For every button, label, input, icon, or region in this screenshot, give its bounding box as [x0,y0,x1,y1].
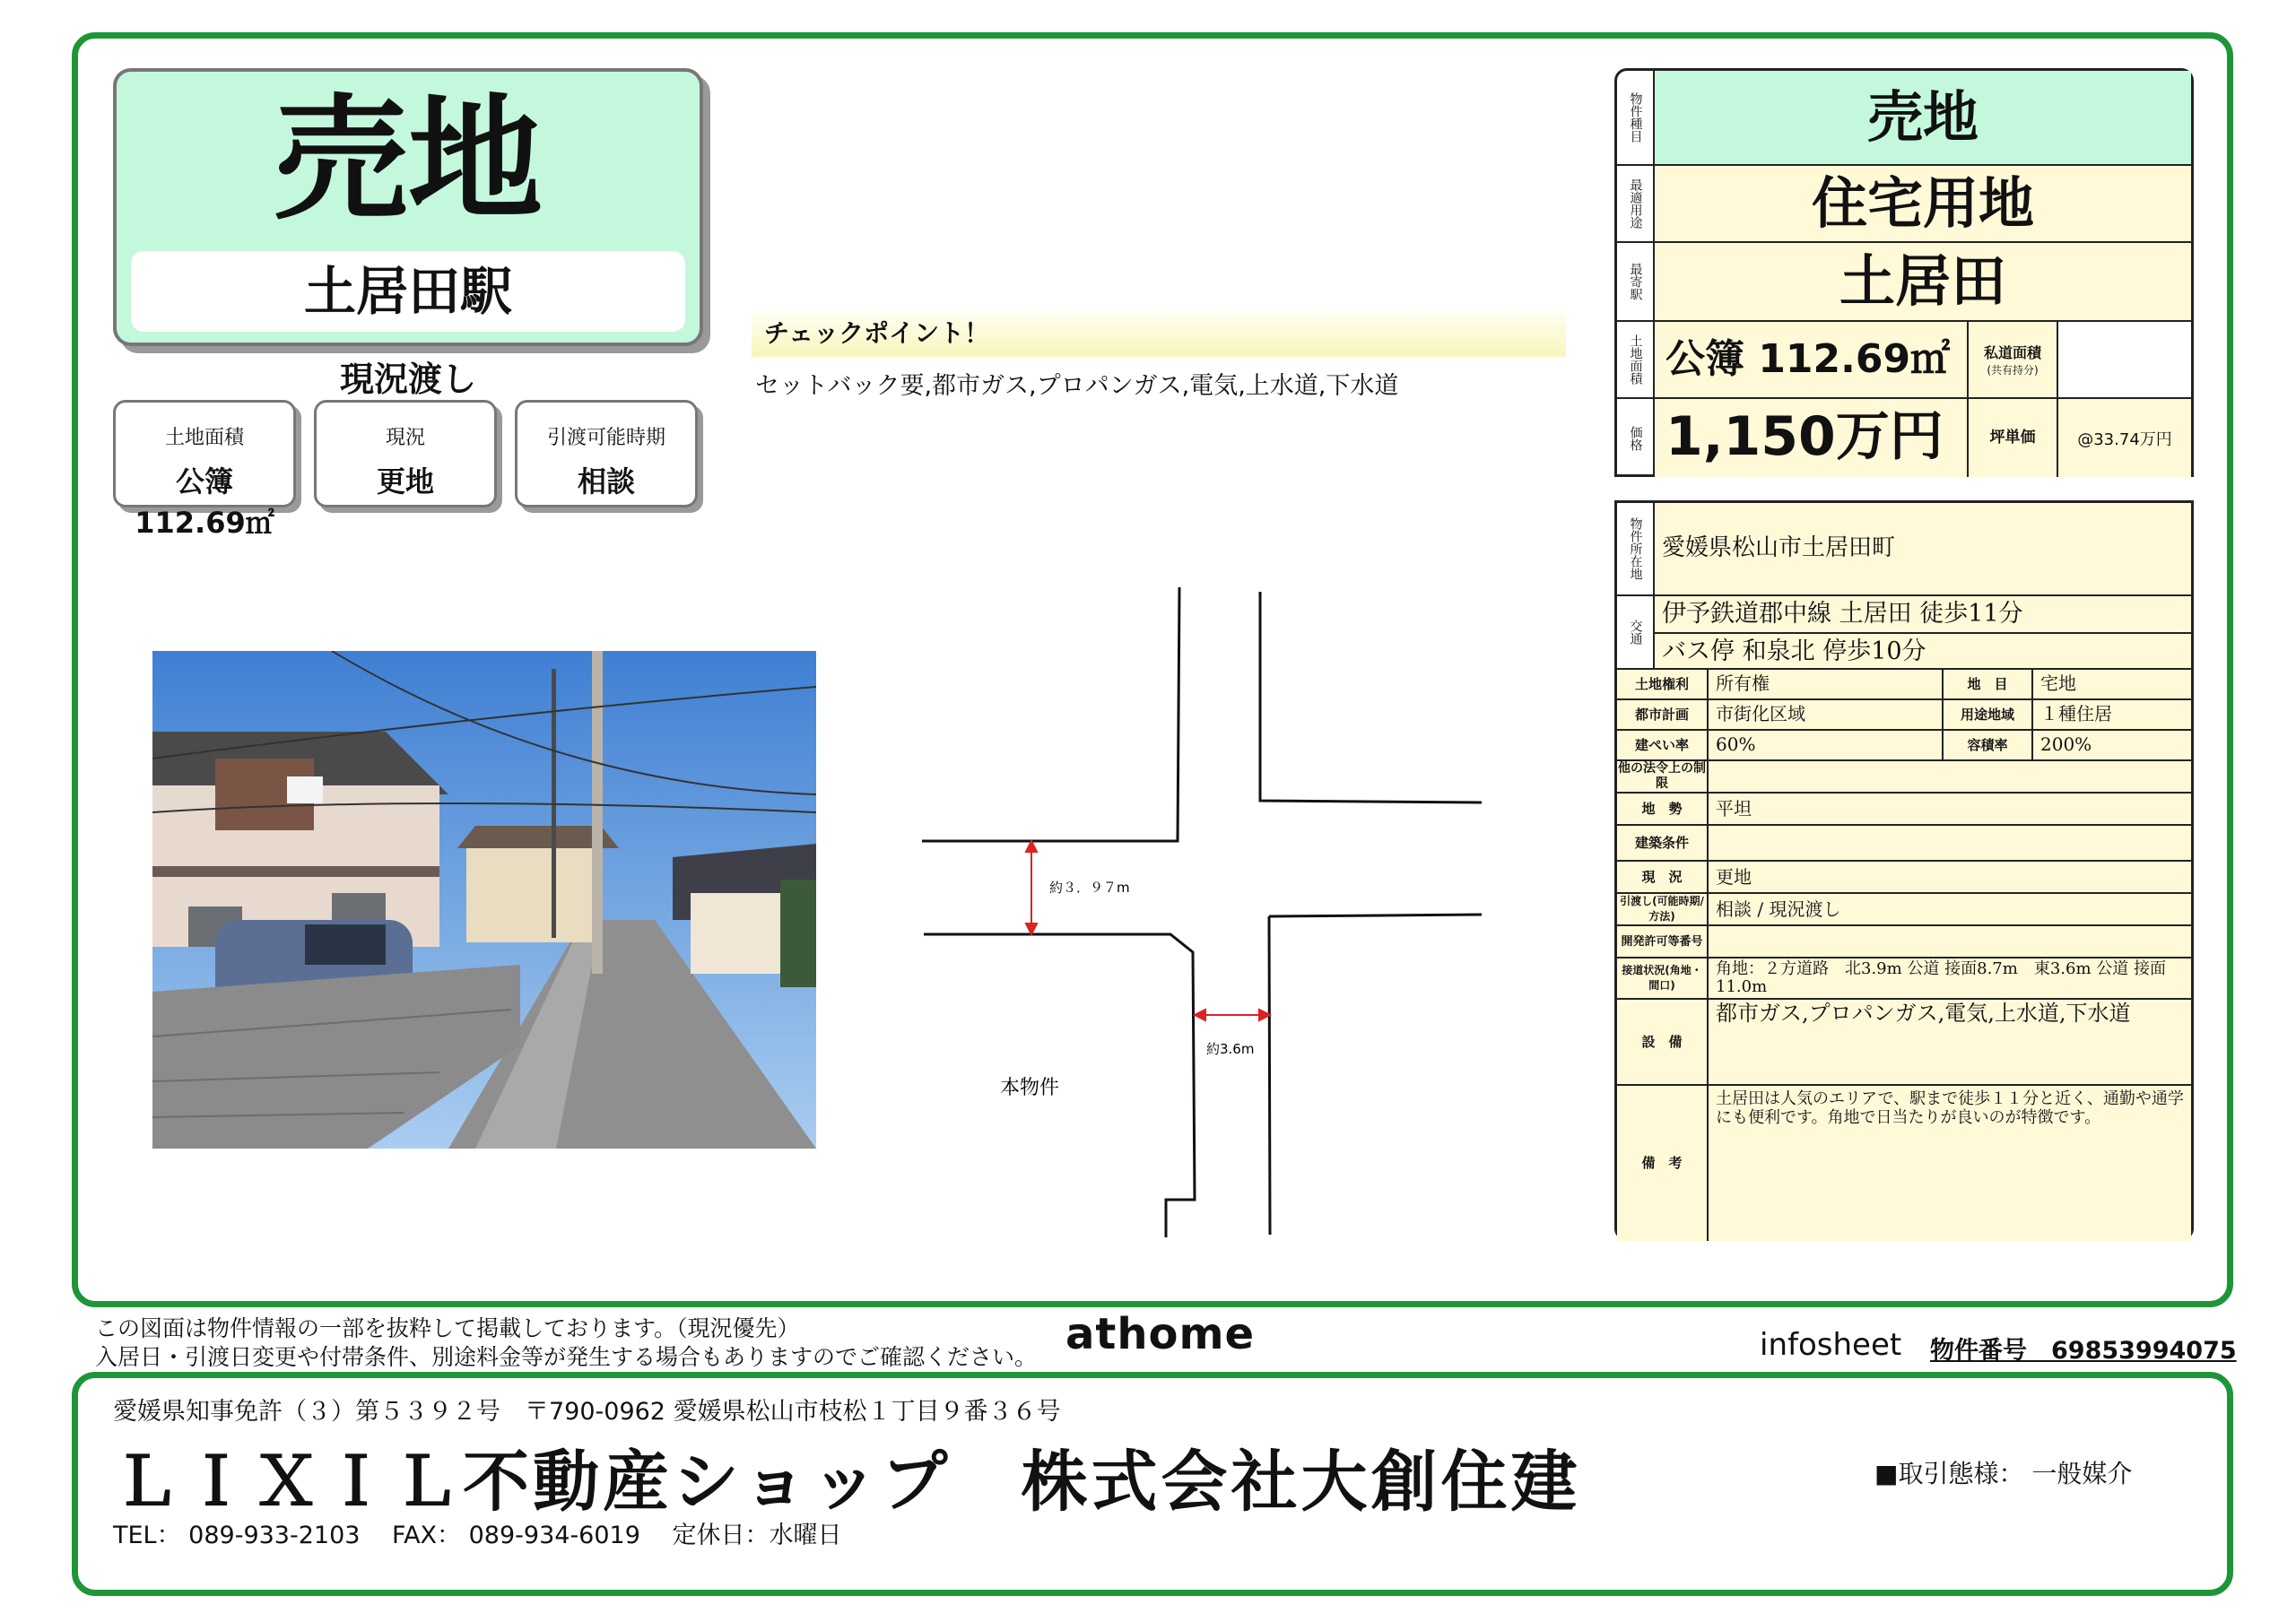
price-value: 1,150万円 [1655,399,1969,477]
land-area-value: 公簿 112.69㎡ [135,464,274,540]
summary-row-station [1617,243,2191,322]
current-status-box [314,400,497,507]
terrain-label: 地 勢 [1617,794,1709,824]
detail-row-coverage [1617,731,2191,761]
city-plan-label: 都市計画 [1617,700,1709,729]
address-value: 愛媛県松山市土居田町 [1662,534,1896,561]
property-type-title: 売地 [273,82,543,239]
terrain-value: 平坦 [1716,798,1752,820]
handover-label: 引渡し(可能時期/方法) [1617,894,1709,924]
station-name: 土居田駅 [131,251,685,332]
property-marker-label: 本物件 [1000,1077,1060,1099]
coverage-label: 建ぺい率 [1617,731,1709,759]
rights-label: 土地権利 [1617,670,1709,698]
price-label: 価格 [1617,399,1655,477]
street-photo-image [152,651,816,1149]
transaction-type: ■取引態様： 一般媒介 [1874,1459,2133,1488]
remarks-label: 備 考 [1617,1086,1709,1241]
private-road-label: 私道面積 (共有持分) [1969,322,2058,397]
summary-row-use [1617,166,2191,243]
address-label: 物件所在地 [1617,503,1655,594]
handover-timing-label: 引渡可能時期 [546,427,665,449]
summary-row-area [1617,322,2191,399]
build-cond-value [1709,826,2191,860]
detail-row-handover [1617,894,2191,926]
road-width-north: 約３．９７m [1049,880,1130,896]
dev-permit-label: 開発許可等番号 [1617,926,1709,957]
use-value: 住宅用地 [1655,166,2191,241]
infosheet-label: infosheet [1760,1327,1902,1363]
property-photo [152,651,816,1149]
summary-row-price [1617,399,2191,477]
traffic-label: 交通 [1617,596,1655,668]
private-road-value [2058,322,2191,397]
dev-permit-value [1709,926,2191,957]
coverage-value: 60% [1709,731,1944,759]
company-name: ＬＩＸＩＬ不動産ショップ 株式会社大創住建 [113,1444,1581,1521]
build-cond-label: 建築条件 [1617,826,1709,860]
detail-row-traffic [1617,596,2191,670]
detail-row-other-law [1617,761,2191,794]
traffic-line-2: バス停 和泉北 停歩10分 [1662,638,1926,665]
other-law-value [1709,761,2191,792]
other-law-label: 他の法令上の制限 [1617,761,1709,792]
detail-row-dev-permit [1617,926,2191,958]
company-license: 愛媛県知事免許（３）第５３９２号 〒790-0962 愛媛県松山市枝松１丁目９番３６号 [113,1398,1061,1426]
checkpoint-title: チェックポイント！ [752,310,1566,357]
land-area-box [113,400,296,540]
handover-status: 現況渡し [339,360,476,399]
road-width-east: 約3.6m [1206,1041,1255,1057]
detail-row-city-plan [1617,700,2191,731]
tsubo-value: @33.74万円 [2058,399,2191,477]
zoning-value: １種住居 [2040,703,2112,724]
area-value: 公簿 112.69㎡ [1655,322,1969,397]
detail-table [1614,500,2194,1241]
floor-ratio-label: 容積率 [1944,731,2033,759]
detail-row-road [1617,958,2191,1000]
handover-timing-value: 相談 [577,464,635,499]
use-label: 最適用途 [1617,166,1655,241]
detail-row-build-cond [1617,826,2191,862]
land-category-value: 宅地 [2040,672,2076,694]
handover-timing-box [515,400,698,507]
road-map [915,583,1489,1246]
handover-value: 相談 / 現況渡し [1716,898,1841,920]
checkpoint-text: セットバック要,都市ガス,プロパンガス,電気,上水道,下水道 [755,372,1399,400]
zoning-label: 用途地域 [1944,700,2033,729]
land-area-label: 土地面積 [164,427,244,449]
road-access-value: 角地：２方道路 北3.9m 公道 接面8.7m 東3.6m 公道 接面11.0m [1716,959,2166,996]
traffic-line-1: 伊予鉄道郡中線 土居田 徒歩11分 [1655,596,2191,634]
detail-row-terrain [1617,794,2191,826]
detail-row-remarks [1617,1086,2191,1241]
current-status-label: 現況 [385,427,425,449]
rights-value: 所有権 [1709,670,1944,698]
road-access-label: 接道状況(角地・間口) [1617,958,1709,998]
land-category-label: 地 目 [1944,670,2033,698]
equipment-value: 都市ガス,プロパンガス,電気,上水道,下水道 [1716,1001,2131,1026]
tsubo-label: 坪単価 [1969,399,2058,477]
current-label: 現 況 [1617,862,1709,892]
current-status-value: 更地 [376,464,434,499]
detail-row-current [1617,862,2191,894]
property-number: 物件番号 69853994075 [1930,1337,2237,1365]
detail-row-equipment [1617,1000,2191,1086]
city-plan-value: 市街化区域 [1709,700,1944,729]
area-label: 土地面積 [1617,322,1655,397]
title-card [113,68,703,346]
detail-row-address [1617,503,2191,596]
summary-table [1614,68,2194,477]
summary-row-type [1617,71,2191,166]
footer-note-2: 入居日・引渡日変更や付帯条件、別途料金等が発生する場合もありますのでご確認ください。 [95,1344,1038,1370]
company-contact: TEL： 089-933-2103 FAX： 089-934-6019 定休日：水曜日 [113,1522,842,1549]
equipment-label: 設 備 [1617,1000,1709,1084]
detail-row-rights [1617,670,2191,700]
station-label: 最寄駅 [1617,243,1655,320]
footer-note-1: この図面は物件情報の一部を抜粋して掲載しております。（現況優先） [95,1315,800,1341]
remarks-value: 土居田は人気のエリアで、駅まで徒歩１１分と近く、通勤や通学にも便利です。角地で日当たりが良いのが特徴です。 [1716,1089,2184,1127]
current-value: 更地 [1716,866,1752,888]
station-value: 土居田 [1655,243,2191,320]
athome-logo: athome [1065,1309,1256,1359]
type-label: 物件種目 [1617,71,1655,164]
type-value: 売地 [1655,71,2191,164]
floor-ratio-value: 200% [2040,733,2092,755]
